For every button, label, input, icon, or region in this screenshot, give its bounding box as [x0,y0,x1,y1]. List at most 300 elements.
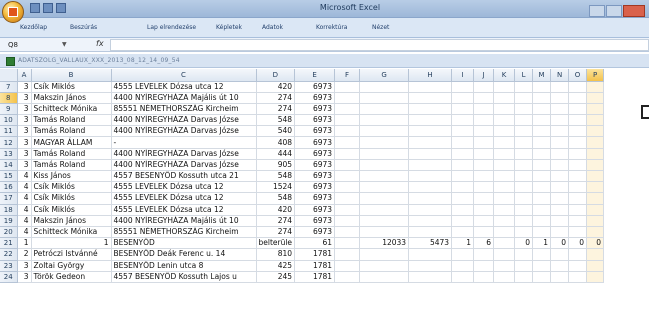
column-header-g[interactable]: G [360,69,409,81]
cell-f[interactable] [335,171,360,182]
cell-h[interactable] [409,159,452,170]
cell-m[interactable] [533,215,551,226]
cell-n[interactable] [551,182,569,193]
cell-e[interactable]: 1781 [295,249,335,260]
cell-c[interactable]: 4400 NYÍREGYHÁZA Darvas Józse [111,115,256,126]
cell-j[interactable] [474,171,494,182]
minimize-button[interactable] [589,5,605,17]
cell-g[interactable] [360,271,409,282]
cell-g[interactable] [360,204,409,215]
cell-h[interactable] [409,171,452,182]
cell-k[interactable] [494,249,515,260]
cell-f[interactable] [335,238,360,249]
cell-c[interactable]: 4400 NYÍREGYHÁZA Darvas Józse [111,126,256,137]
cell-l[interactable] [515,115,533,126]
cell-m[interactable]: 1 [533,238,551,249]
cell-k[interactable] [494,137,515,148]
cell-e[interactable]: 6973 [295,159,335,170]
cell-p[interactable] [587,81,604,92]
cell-o[interactable] [569,271,587,282]
cell-j[interactable] [474,92,494,103]
cell-l[interactable] [515,260,533,271]
redo-icon[interactable] [56,3,66,13]
cell-k[interactable] [494,215,515,226]
cell-h[interactable] [409,193,452,204]
cell-c[interactable]: BESENYŐD Lenin utca 8 [111,260,256,271]
cell-k[interactable] [494,92,515,103]
cell-o[interactable] [569,260,587,271]
cell-a[interactable]: 3 [17,260,31,271]
cell-i[interactable] [452,193,474,204]
cell-f[interactable] [335,92,360,103]
cell-c[interactable]: 4400 NYÍREGYHÁZA Darvas Józse [111,148,256,159]
cell-f[interactable] [335,81,360,92]
cell-l[interactable] [515,271,533,282]
column-header-o[interactable]: O [569,69,587,81]
cell-c[interactable]: BESENYŐD [111,238,256,249]
row-header[interactable]: 15 [0,171,17,182]
cell-j[interactable] [474,103,494,114]
cell-e[interactable]: 6973 [295,137,335,148]
cell-p[interactable] [587,193,604,204]
cell-l[interactable] [515,182,533,193]
cell-o[interactable] [569,171,587,182]
cell-c[interactable]: 4555 LEVELEK Dózsa utca 12 [111,182,256,193]
cell-j[interactable]: 6 [474,238,494,249]
cell-a[interactable]: 1 [17,238,31,249]
cell-j[interactable] [474,249,494,260]
row-header[interactable]: 21 [0,238,17,249]
cell-i[interactable] [452,204,474,215]
cell-k[interactable] [494,193,515,204]
cell-k[interactable] [494,159,515,170]
cell-f[interactable] [335,249,360,260]
cell-f[interactable] [335,137,360,148]
cell-m[interactable] [533,126,551,137]
cell-f[interactable] [335,193,360,204]
cell-l[interactable] [515,226,533,237]
cell-i[interactable] [452,226,474,237]
cell-b[interactable]: Csík Miklós [31,204,111,215]
cell-m[interactable] [533,249,551,260]
cell-j[interactable] [474,115,494,126]
row-header[interactable]: 14 [0,159,17,170]
cell-p[interactable] [587,249,604,260]
cell-j[interactable] [474,193,494,204]
cell-a[interactable]: 3 [17,115,31,126]
cell-o[interactable] [569,193,587,204]
cell-c[interactable]: 4557 BESENYŐD Kossuth Lajos u [111,271,256,282]
cell-f[interactable] [335,103,360,114]
cell-p[interactable] [587,260,604,271]
cell-c[interactable]: - [111,137,256,148]
cell-l[interactable] [515,215,533,226]
cell-d[interactable]: 548 [256,115,295,126]
row-header[interactable]: 10 [0,115,17,126]
cell-b[interactable]: Tamás Roland [31,159,111,170]
cell-h[interactable] [409,126,452,137]
cell-e[interactable]: 6973 [295,204,335,215]
cell-i[interactable] [452,81,474,92]
cell-d[interactable]: 548 [256,171,295,182]
cell-h[interactable] [409,204,452,215]
cell-h[interactable] [409,81,452,92]
cell-m[interactable] [533,204,551,215]
cell-a[interactable]: 4 [17,193,31,204]
cell-n[interactable] [551,92,569,103]
cell-d[interactable]: 905 [256,159,295,170]
cell-n[interactable] [551,204,569,215]
cell-l[interactable] [515,193,533,204]
cell-o[interactable] [569,159,587,170]
cell-k[interactable] [494,226,515,237]
cell-d[interactable]: belterüle [256,238,295,249]
cell-n[interactable] [551,171,569,182]
cell-n[interactable] [551,226,569,237]
cell-e[interactable]: 6973 [295,226,335,237]
cell-n[interactable] [551,148,569,159]
cell-m[interactable] [533,182,551,193]
cell-k[interactable] [494,204,515,215]
row-header[interactable]: 11 [0,126,17,137]
cell-a[interactable]: 3 [17,126,31,137]
cell-n[interactable] [551,215,569,226]
cell-d[interactable]: 408 [256,137,295,148]
cell-b[interactable]: Csík Miklós [31,182,111,193]
cell-d[interactable]: 548 [256,193,295,204]
cell-f[interactable] [335,182,360,193]
cell-b[interactable]: Tamás Roland [31,126,111,137]
cell-f[interactable] [335,126,360,137]
row-header[interactable]: 18 [0,204,17,215]
cell-b[interactable]: Makszin János [31,215,111,226]
cell-d[interactable]: 425 [256,260,295,271]
cell-i[interactable] [452,260,474,271]
cell-h[interactable] [409,226,452,237]
cell-m[interactable] [533,92,551,103]
column-header-c[interactable]: C [111,69,256,81]
cell-k[interactable] [494,260,515,271]
tab-insert[interactable]: Beszúrás [70,24,98,31]
tab-page-layout[interactable]: Lap elrendezése [147,24,197,31]
cell-c[interactable]: 4555 LEVELEK Dózsa utca 12 [111,204,256,215]
cell-k[interactable] [494,81,515,92]
cell-g[interactable] [360,249,409,260]
cell-e[interactable]: 6973 [295,103,335,114]
cell-m[interactable] [533,226,551,237]
cell-j[interactable] [474,271,494,282]
cell-e[interactable]: 6973 [295,148,335,159]
cell-j[interactable] [474,81,494,92]
column-header-d[interactable]: D [256,69,295,81]
cell-m[interactable] [533,115,551,126]
insert-function-button[interactable]: fx [96,39,104,48]
tab-home[interactable]: Kezdőlap [20,24,48,31]
cell-e[interactable]: 6973 [295,115,335,126]
cell-h[interactable] [409,249,452,260]
cell-p[interactable] [587,92,604,103]
cell-g[interactable] [360,148,409,159]
cell-o[interactable]: 0 [569,238,587,249]
cell-i[interactable] [452,271,474,282]
column-header-f[interactable]: F [335,69,360,81]
cell-m[interactable] [533,159,551,170]
cell-n[interactable]: 0 [551,238,569,249]
cell-a[interactable]: 3 [17,137,31,148]
cell-p[interactable] [587,226,604,237]
cell-p[interactable] [587,126,604,137]
cell-e[interactable]: 6973 [295,126,335,137]
cell-g[interactable] [360,103,409,114]
row-header[interactable]: 12 [0,137,17,148]
cell-d[interactable]: 420 [256,204,295,215]
row-header[interactable]: 13 [0,148,17,159]
row-header[interactable]: 22 [0,249,17,260]
cell-e[interactable]: 1781 [295,271,335,282]
cell-a[interactable]: 3 [17,159,31,170]
cell-h[interactable]: 5473 [409,238,452,249]
cell-o[interactable] [569,81,587,92]
cell-o[interactable] [569,215,587,226]
cell-d[interactable]: 274 [256,92,295,103]
cell-m[interactable] [533,260,551,271]
cell-j[interactable] [474,260,494,271]
cell-i[interactable] [452,137,474,148]
cell-j[interactable] [474,226,494,237]
cell-f[interactable] [335,115,360,126]
cell-g[interactable] [360,126,409,137]
cell-p[interactable] [587,204,604,215]
cell-k[interactable] [494,115,515,126]
cell-b[interactable]: Török Gedeon [31,271,111,282]
cell-o[interactable] [569,115,587,126]
cell-l[interactable] [515,159,533,170]
cell-h[interactable] [409,92,452,103]
cell-k[interactable] [494,148,515,159]
cell-i[interactable] [452,92,474,103]
tab-review[interactable]: Korrektúra [316,24,348,31]
cell-e[interactable]: 6973 [295,171,335,182]
column-header-m[interactable]: M [533,69,551,81]
cell-a[interactable]: 4 [17,204,31,215]
cell-k[interactable] [494,126,515,137]
cell-d[interactable]: 540 [256,126,295,137]
cell-g[interactable] [360,260,409,271]
cell-n[interactable] [551,260,569,271]
row-header[interactable]: 16 [0,182,17,193]
cell-n[interactable] [551,193,569,204]
close-button[interactable] [623,5,645,17]
tab-view[interactable]: Nézet [372,24,390,31]
cell-o[interactable] [569,126,587,137]
cell-d[interactable]: 245 [256,271,295,282]
cell-p[interactable] [587,103,604,114]
cell-c[interactable]: 4555 LEVELEK Dózsa utca 12 [111,81,256,92]
cell-p[interactable] [587,137,604,148]
cell-h[interactable] [409,148,452,159]
cell-n[interactable] [551,81,569,92]
cell-a[interactable]: 4 [17,215,31,226]
cell-e[interactable]: 1781 [295,260,335,271]
column-header-k[interactable]: K [494,69,515,81]
cell-d[interactable]: 274 [256,103,295,114]
cell-i[interactable] [452,126,474,137]
cell-l[interactable] [515,137,533,148]
column-header-i[interactable]: I [452,69,474,81]
cell-k[interactable] [494,103,515,114]
cell-i[interactable] [452,215,474,226]
cell-l[interactable]: 0 [515,238,533,249]
cell-j[interactable] [474,215,494,226]
cell-k[interactable] [494,238,515,249]
cell-o[interactable] [569,249,587,260]
cell-o[interactable] [569,204,587,215]
column-header-e[interactable]: E [295,69,335,81]
cell-j[interactable] [474,182,494,193]
cell-c[interactable]: 4400 NYÍREGYHÁZA Majális út 10 [111,215,256,226]
cell-e[interactable]: 6973 [295,215,335,226]
cell-b[interactable]: Makszin János [31,92,111,103]
column-header-b[interactable]: B [31,69,111,81]
save-icon[interactable] [30,3,40,13]
cell-o[interactable] [569,92,587,103]
cell-i[interactable] [452,115,474,126]
cell-b[interactable]: Tamás Roland [31,115,111,126]
tab-data[interactable]: Adatok [262,24,283,31]
row-header[interactable]: 19 [0,215,17,226]
column-header-a[interactable]: A [17,69,31,81]
cell-g[interactable] [360,193,409,204]
cell-g[interactable]: 12033 [360,238,409,249]
cell-c[interactable]: 85551 NÉMETHORSZÁG Kircheim [111,226,256,237]
cell-j[interactable] [474,204,494,215]
cell-p[interactable] [587,171,604,182]
cell-c[interactable]: 4555 LEVELEK Dózsa utca 12 [111,193,256,204]
cell-o[interactable] [569,226,587,237]
cell-p[interactable] [587,115,604,126]
cell-p[interactable] [587,148,604,159]
undo-icon[interactable] [43,3,53,13]
cell-f[interactable] [335,204,360,215]
column-header-l[interactable]: L [515,69,533,81]
cell-f[interactable] [335,226,360,237]
cell-a[interactable]: 4 [17,226,31,237]
cell-a[interactable]: 3 [17,81,31,92]
cell-b[interactable]: Schitteck Mónika [31,226,111,237]
cell-g[interactable] [360,182,409,193]
cell-o[interactable] [569,103,587,114]
cell-e[interactable]: 6973 [295,81,335,92]
cell-k[interactable] [494,271,515,282]
cell-n[interactable] [551,249,569,260]
cell-a[interactable]: 4 [17,182,31,193]
cell-p[interactable]: 0 [587,238,604,249]
cell-e[interactable]: 61 [295,238,335,249]
cell-h[interactable] [409,215,452,226]
cell-m[interactable] [533,193,551,204]
cell-l[interactable] [515,204,533,215]
cell-i[interactable] [452,171,474,182]
cell-p[interactable] [587,182,604,193]
cell-c[interactable]: BESENYŐD Deák Ferenc u. 14 [111,249,256,260]
cell-i[interactable] [452,148,474,159]
cell-g[interactable] [360,171,409,182]
cell-m[interactable] [533,81,551,92]
cell-o[interactable] [569,148,587,159]
cell-k[interactable] [494,171,515,182]
cell-p[interactable] [587,159,604,170]
cell-o[interactable] [569,137,587,148]
cell-h[interactable] [409,182,452,193]
cell-d[interactable]: 274 [256,215,295,226]
cell-h[interactable] [409,137,452,148]
cell-b[interactable]: Csík Miklós [31,81,111,92]
cell-f[interactable] [335,271,360,282]
cell-d[interactable]: 444 [256,148,295,159]
cell-i[interactable]: 1 [452,238,474,249]
cell-d[interactable]: 810 [256,249,295,260]
select-all-corner[interactable] [0,69,17,81]
cell-j[interactable] [474,148,494,159]
cell-j[interactable] [474,126,494,137]
cell-m[interactable] [533,171,551,182]
tab-formulas[interactable]: Képletek [216,24,243,31]
cell-c[interactable]: 4400 NYÍREGYHÁZA Darvas Józse [111,159,256,170]
cell-c[interactable]: 4557 BESENYŐD Kossuth utca 21 [111,171,256,182]
row-header[interactable]: 17 [0,193,17,204]
cell-g[interactable] [360,226,409,237]
cell-f[interactable] [335,215,360,226]
office-button[interactable] [2,1,24,23]
cell-g[interactable] [360,92,409,103]
cell-g[interactable] [360,215,409,226]
cell-h[interactable] [409,271,452,282]
row-header[interactable]: 8 [0,92,17,103]
cell-g[interactable] [360,81,409,92]
cell-h[interactable] [409,103,452,114]
cell-b[interactable]: Tamás Roland [31,148,111,159]
cell-m[interactable] [533,103,551,114]
cell-n[interactable] [551,271,569,282]
cell-b[interactable]: 1 [31,238,111,249]
cell-d[interactable]: 274 [256,226,295,237]
cell-i[interactable] [452,159,474,170]
cell-p[interactable] [587,215,604,226]
cell-i[interactable] [452,249,474,260]
name-box[interactable]: Q8 [8,41,18,49]
cell-b[interactable]: MAGYAR ÁLLAM [31,137,111,148]
cell-g[interactable] [360,115,409,126]
column-header-j[interactable]: J [474,69,494,81]
chevron-down-icon[interactable]: ▼ [62,41,67,48]
cell-h[interactable] [409,260,452,271]
cell-b[interactable]: Kiss János [31,171,111,182]
cell-a[interactable]: 3 [17,103,31,114]
cell-i[interactable] [452,182,474,193]
cell-m[interactable] [533,148,551,159]
cell-b[interactable]: Zoltai György [31,260,111,271]
cell-n[interactable] [551,115,569,126]
cell-b[interactable]: Csík Miklós [31,193,111,204]
cell-g[interactable] [360,159,409,170]
cell-d[interactable]: 1524 [256,182,295,193]
cell-a[interactable]: 3 [17,148,31,159]
cell-f[interactable] [335,159,360,170]
cell-i[interactable] [452,103,474,114]
cell-h[interactable] [409,115,452,126]
vertical-scrollbar[interactable] [641,105,649,119]
row-header[interactable]: 9 [0,103,17,114]
